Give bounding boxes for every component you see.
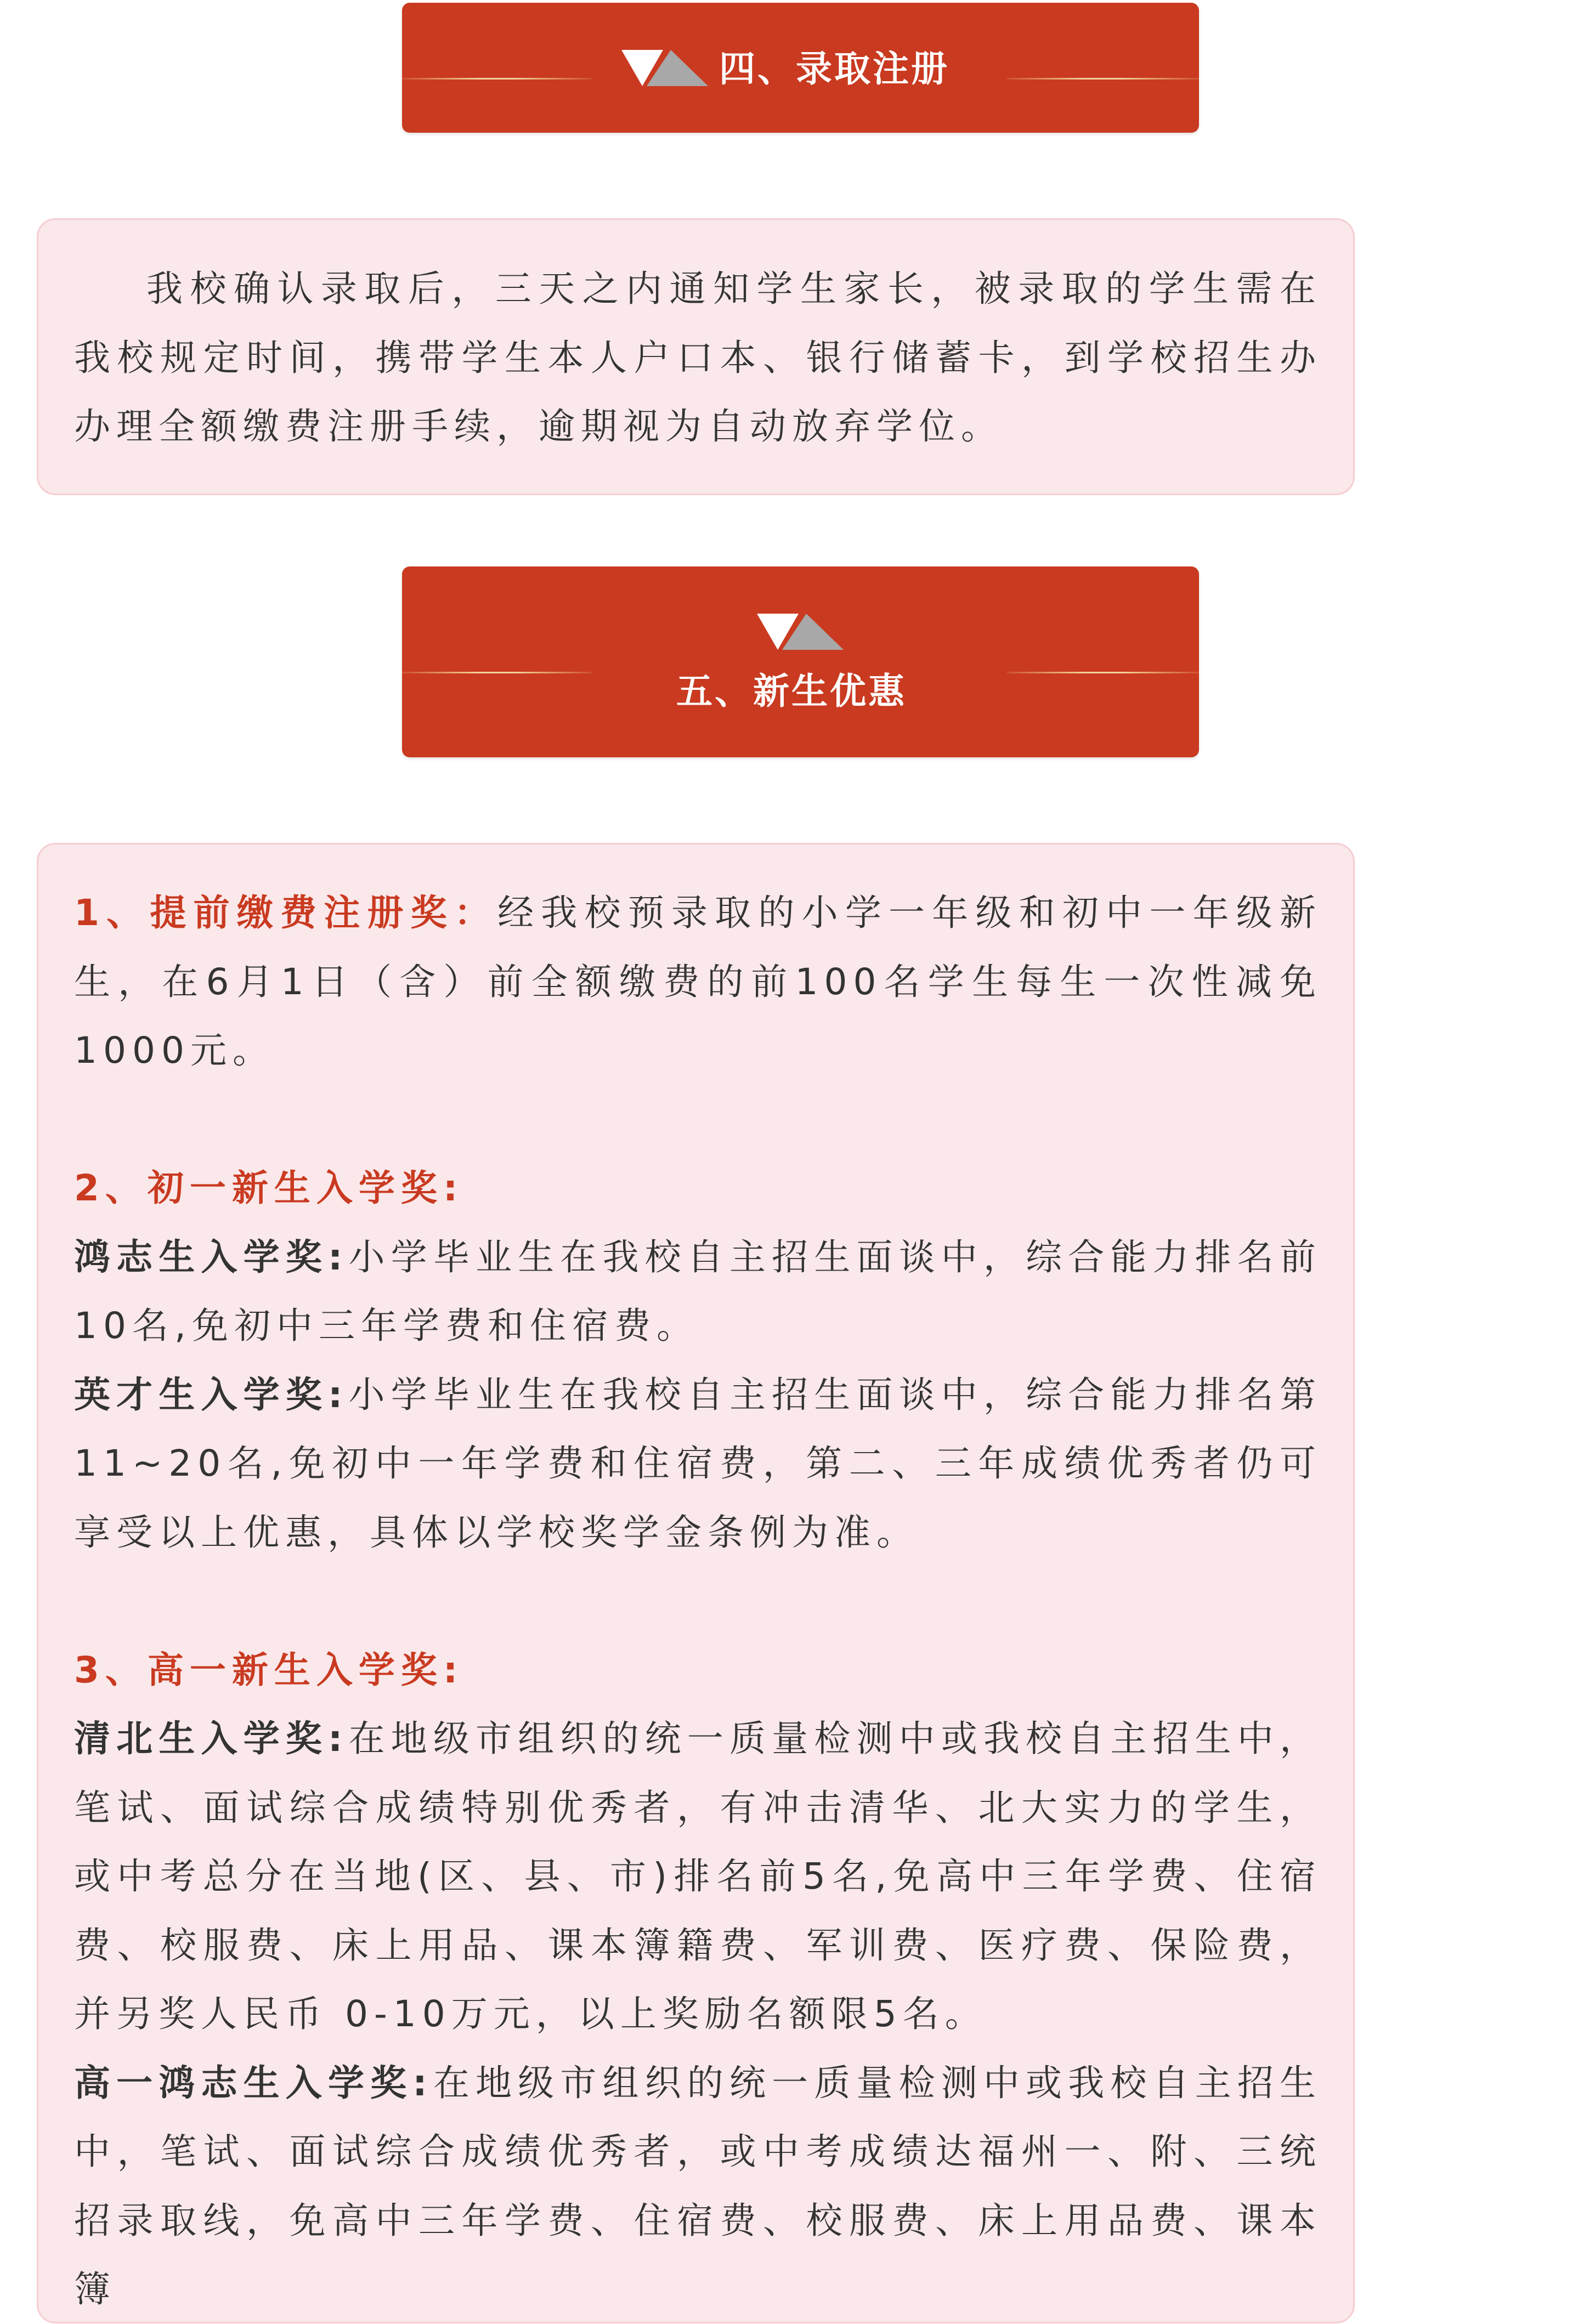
item3-award2-text: 在地级市组织的统一质量检测中或我校自主招生中，笔试、面试综合成绩优秀者，或中考成绩达福州一、附、三统招录取线，免高中三年学费、住宿费、校服费、床上用品费、课本簿 <box>74 2061 1322 2310</box>
banner-right-line <box>1007 78 1199 80</box>
spacer <box>74 1567 1322 1636</box>
item2-award2-label: 英才生入学奖: <box>74 1373 349 1416</box>
spacer <box>74 1085 1322 1154</box>
section4-text <box>74 254 1322 461</box>
item3-award2-label: 高一鸿志生入学奖: <box>74 2061 433 2104</box>
section5-text <box>74 878 1322 2324</box>
item3-award1 <box>74 1704 1322 2049</box>
item3-award2 <box>74 2049 1322 2324</box>
item2-heading: 2、初一新生入学奖: <box>74 1167 464 1209</box>
triangle-logo-icon <box>621 47 708 88</box>
banner-left-line <box>402 672 591 673</box>
item1-text: 经我校预录取的小学一年级和初中一年级新生，在6月1日（含）前全额缴费的前100名学生每生一次性减免1000元。 <box>74 892 1322 1072</box>
item2-award1-text: 小学毕业生在我校自主招生面谈中，综合能力排名前10名,免初中三年学费和住宿费。 <box>74 1235 1322 1347</box>
item3-award1-text: 在地级市组织的统一质量检测中或我校自主招生中，笔试、面试综合成绩特别优秀者，有冲击清华、北大实力的学生，或中考总分在当地(区、县、市)排名前5名,免高中三年学费、住宿费、校服费、床上用品、课本簿籍费、军训费、医疗费、保险费，并另奖人民币 0-10万元，以上奖励名额限5名。 <box>74 1718 1322 2035</box>
item1-heading: 1、提前缴费注册奖： <box>74 892 498 934</box>
banner-right-line <box>1007 672 1199 673</box>
section4-banner <box>402 3 1199 133</box>
item3-award1-label: 清北生入学奖: <box>74 1718 349 1760</box>
section4-title: 四、录取注册 <box>719 48 949 90</box>
section5-banner <box>402 566 1199 757</box>
banner-left-line <box>402 78 591 80</box>
item2-award2-text: 小学毕业生在我校自主招生面谈中，综合能力排名第11~20名,免初中一年学费和住宿费，第二、三年成绩优秀者仍可享受以上优惠，具体以学校奖学金条例为准。 <box>74 1373 1322 1554</box>
item2-award2 <box>74 1361 1322 1567</box>
section4-body: 我校确认录取后，三天之内通知学生家长，被录取的学生需在我校规定时间，携带学生本人户口本、银行储蓄卡，到学校招生办办理全额缴费注册手续，逾期视为自动放弃学位。 <box>74 268 1322 447</box>
item1 <box>74 878 1322 1085</box>
item2-award1-label: 鸿志生入学奖: <box>74 1235 349 1278</box>
section5-title: 五、新生优惠 <box>676 670 907 712</box>
item3-heading: 3、高一新生入学奖: <box>74 1648 464 1691</box>
item2-award1 <box>74 1223 1322 1361</box>
triangle-logo-icon <box>757 610 844 652</box>
